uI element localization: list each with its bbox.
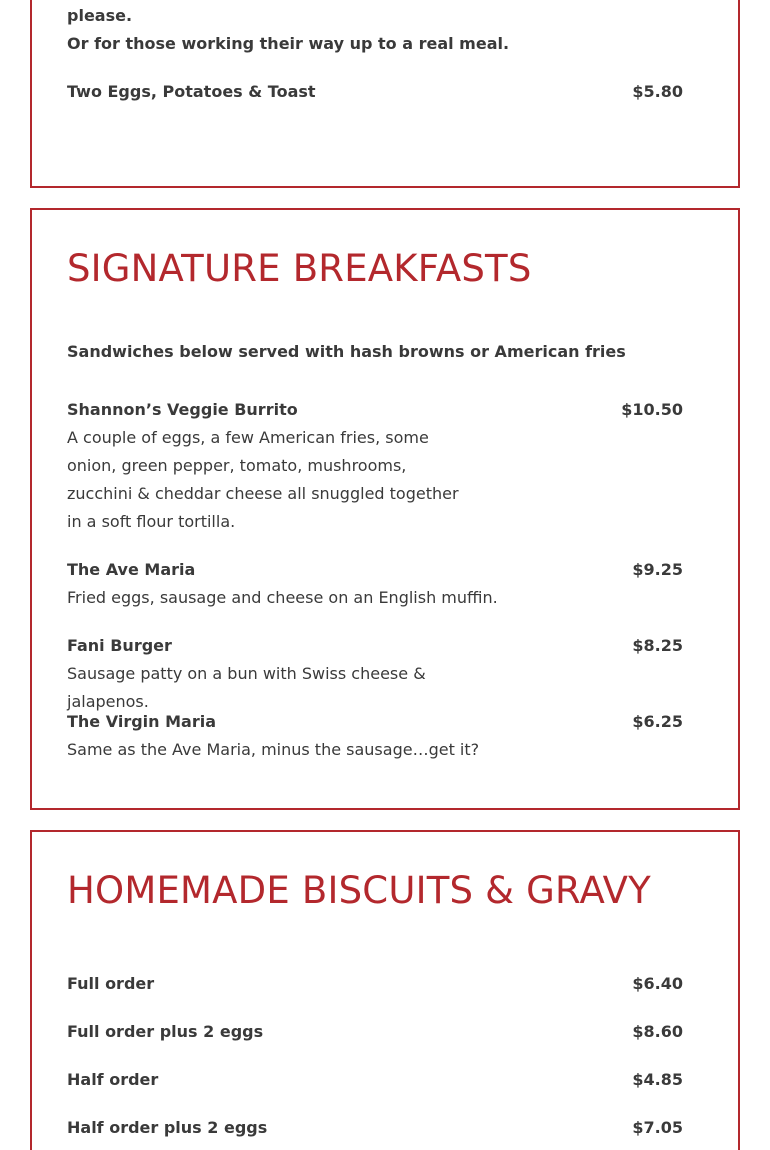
menu-item-name: Full order plus 2 eggs bbox=[67, 1022, 264, 1041]
menu-item-price: $8.60 bbox=[632, 1022, 683, 1041]
menu-item-name: The Virgin Maria bbox=[67, 712, 216, 731]
menu-item-price: $9.25 bbox=[632, 560, 683, 579]
menu-item-description: A couple of eggs, a few American fries, some onion, green pepper, tomato, mushrooms, zucchini & cheddar cheese all snuggled together in a soft flour tortilla. bbox=[67, 428, 459, 531]
signature-breakfasts-panel bbox=[30, 208, 740, 810]
section-heading: HOMEMADE BISCUITS & GRAVY bbox=[67, 869, 651, 912]
section-intro: Sandwiches below served with hash browns or American fries bbox=[67, 342, 626, 361]
senior-note-line-3: Or for those working their way up to a real meal. bbox=[67, 34, 510, 53]
menu-item-name: Full order bbox=[67, 974, 155, 993]
menu-item bbox=[67, 556, 683, 612]
menu-item bbox=[67, 708, 683, 764]
menu-item bbox=[67, 1114, 683, 1142]
menu-item-name: Half order plus 2 eggs bbox=[67, 1118, 268, 1137]
menu-item-price: $8.25 bbox=[632, 636, 683, 655]
menu-item bbox=[67, 1018, 683, 1046]
senior-menu-panel bbox=[30, 0, 740, 188]
section-heading: SIGNATURE BREAKFASTS bbox=[67, 247, 532, 290]
senior-note-line-1 bbox=[67, 0, 515, 2]
menu-item-name: Fani Burger bbox=[67, 636, 172, 655]
menu-item-name: The Ave Maria bbox=[67, 560, 196, 579]
menu-item-description: Same as the Ave Maria, minus the sausage…get it? bbox=[67, 740, 480, 759]
menu-item-description: Sausage patty on a bun with Swiss cheese & jalapenos. bbox=[67, 664, 426, 711]
menu-item-price: $6.25 bbox=[632, 712, 683, 731]
menu-item-price: $5.80 bbox=[632, 82, 683, 101]
menu-item bbox=[67, 396, 683, 536]
menu-item bbox=[67, 1066, 683, 1094]
menu-item bbox=[67, 632, 683, 716]
menu-item-description: Fried eggs, sausage and cheese on an English muffin. bbox=[67, 588, 498, 607]
menu-item-price: $10.50 bbox=[621, 400, 683, 419]
menu-item-price: $7.05 bbox=[632, 1118, 683, 1137]
menu-item-price: $6.40 bbox=[632, 974, 683, 993]
senior-note-line-2: please. bbox=[67, 6, 133, 25]
menu-item-name: Half order bbox=[67, 1070, 159, 1089]
menu-item bbox=[67, 970, 683, 998]
menu-item-name: Shannon’s Veggie Burrito bbox=[67, 400, 298, 419]
menu-item-name: Two Eggs, Potatoes & Toast bbox=[67, 82, 316, 101]
menu-item bbox=[67, 78, 683, 106]
biscuits-gravy-panel bbox=[30, 830, 740, 1150]
menu-item-price: $4.85 bbox=[632, 1070, 683, 1089]
